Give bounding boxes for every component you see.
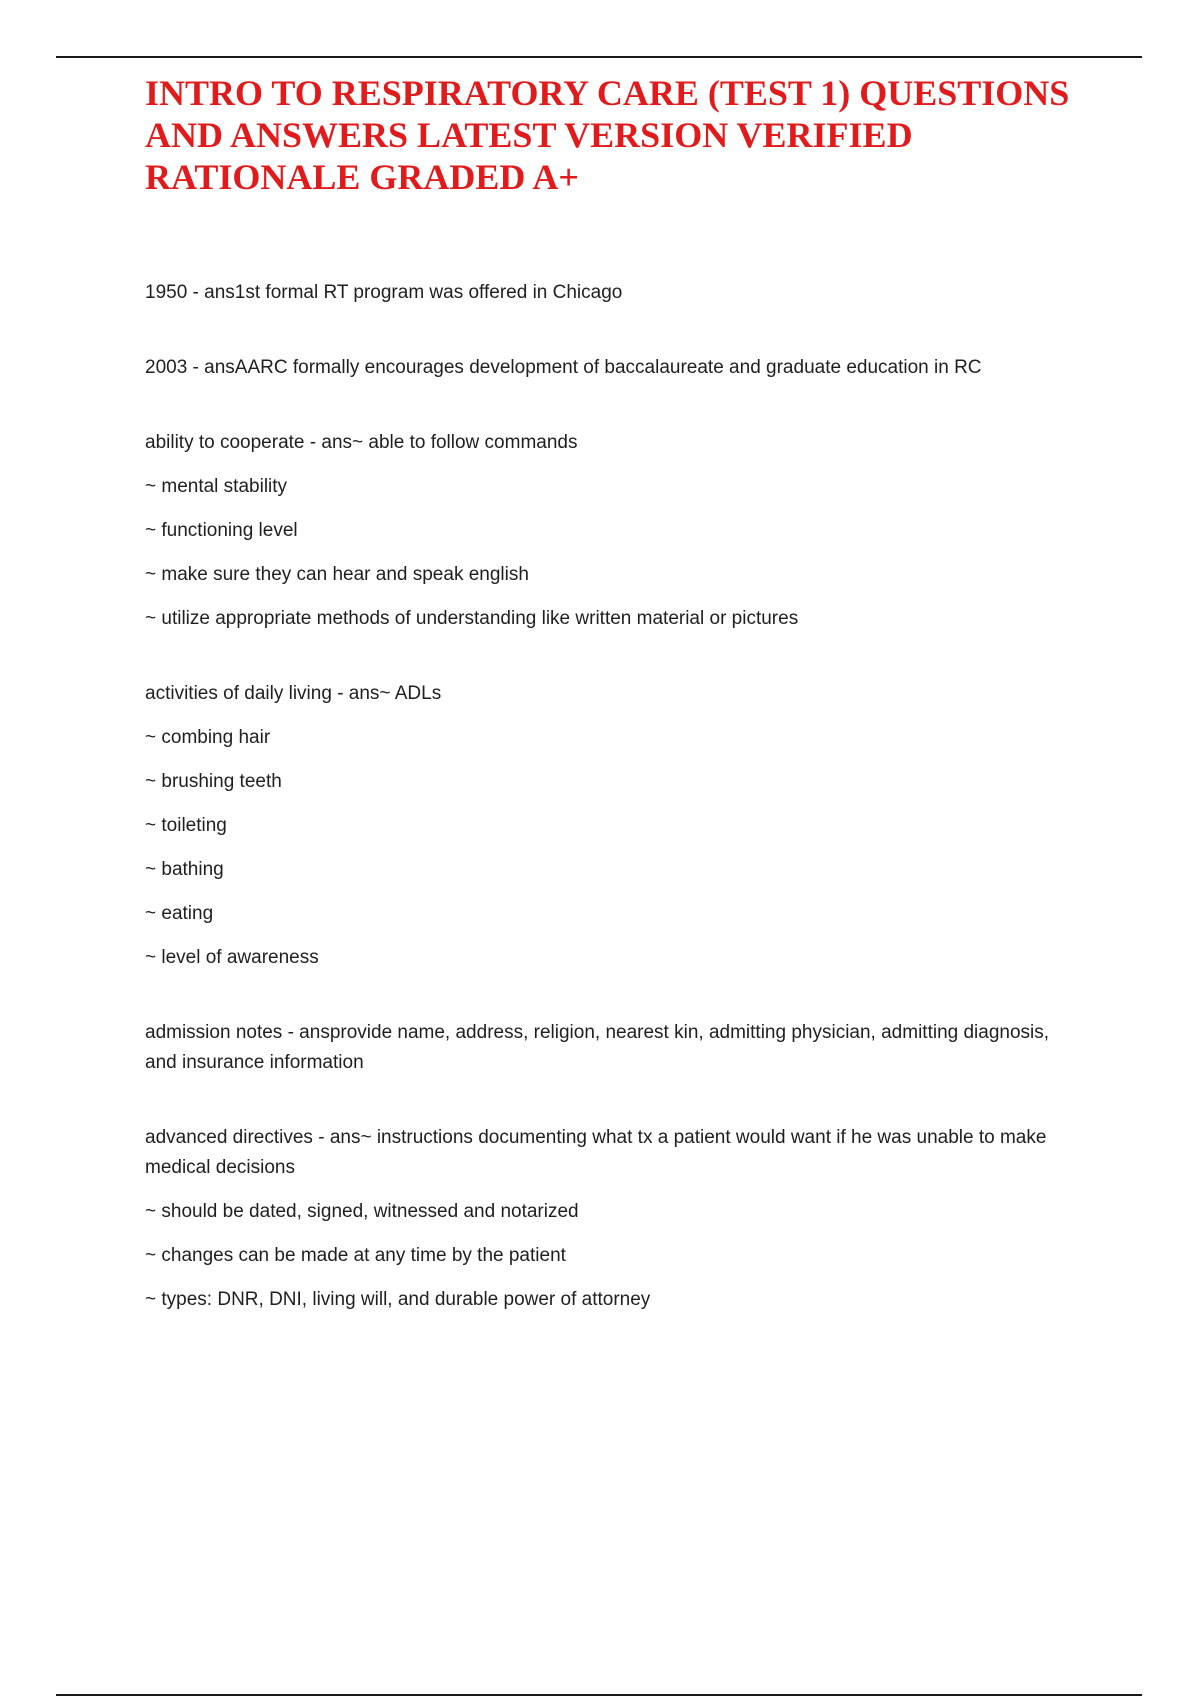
- qa-entry: [145, 1123, 1085, 1315]
- top-rule: [56, 56, 1142, 58]
- entry-detail-line: ~ eating: [145, 903, 214, 924]
- entry-detail-line: ~ toileting: [145, 815, 227, 836]
- entry-term-line: ability to cooperate - ans~ able to follow commands: [145, 432, 578, 453]
- entry-detail-line: ~ level of awareness: [145, 947, 319, 968]
- document-title: INTRO TO RESPIRATORY CARE (TEST 1) QUESTIONS AND ANSWERS LATEST VERSION VERIFIED RATIONALE GRADED A+: [145, 73, 1070, 197]
- entry-detail-line: ~ functioning level: [145, 520, 298, 541]
- entry-term-line: admission notes - ansprovide name, address, religion, nearest kin, admitting physician, admitting diagnosis, and insurance information: [145, 1022, 1050, 1073]
- qa-entry: [145, 679, 1085, 973]
- document-page: [145, 72, 1085, 1360]
- entry-detail-line: ~ brushing teeth: [145, 771, 282, 792]
- entry-term-line: advanced directives - ans~ instructions documenting what tx a patient would want if he was unable to make medical decisions: [145, 1127, 1047, 1178]
- entry-term-line: activities of daily living - ans~ ADLs: [145, 683, 442, 704]
- entry-detail-line: ~ utilize appropriate methods of understanding like written material or pictures: [145, 608, 799, 629]
- entry-term-line: 2003 - ansAARC formally encourages development of baccalaureate and graduate education in RC: [145, 357, 982, 378]
- entry-detail-line: ~ changes can be made at any time by the patient: [145, 1245, 566, 1266]
- qa-entry: [145, 353, 1085, 383]
- entry-detail-line: ~ bathing: [145, 859, 224, 880]
- qa-entry: [145, 278, 1085, 308]
- qa-entry: [145, 1018, 1085, 1078]
- entry-detail-line: ~ mental stability: [145, 476, 288, 497]
- entries-list: [145, 278, 1085, 1315]
- entry-term-line: 1950 - ans1st formal RT program was offered in Chicago: [145, 282, 623, 303]
- entry-detail-line: ~ types: DNR, DNI, living will, and durable power of attorney: [145, 1289, 651, 1310]
- entry-detail-line: ~ should be dated, signed, witnessed and notarized: [145, 1201, 579, 1222]
- bottom-rule: [56, 1694, 1142, 1696]
- qa-entry: [145, 428, 1085, 634]
- entry-detail-line: ~ make sure they can hear and speak english: [145, 564, 529, 585]
- entry-detail-line: ~ combing hair: [145, 727, 271, 748]
